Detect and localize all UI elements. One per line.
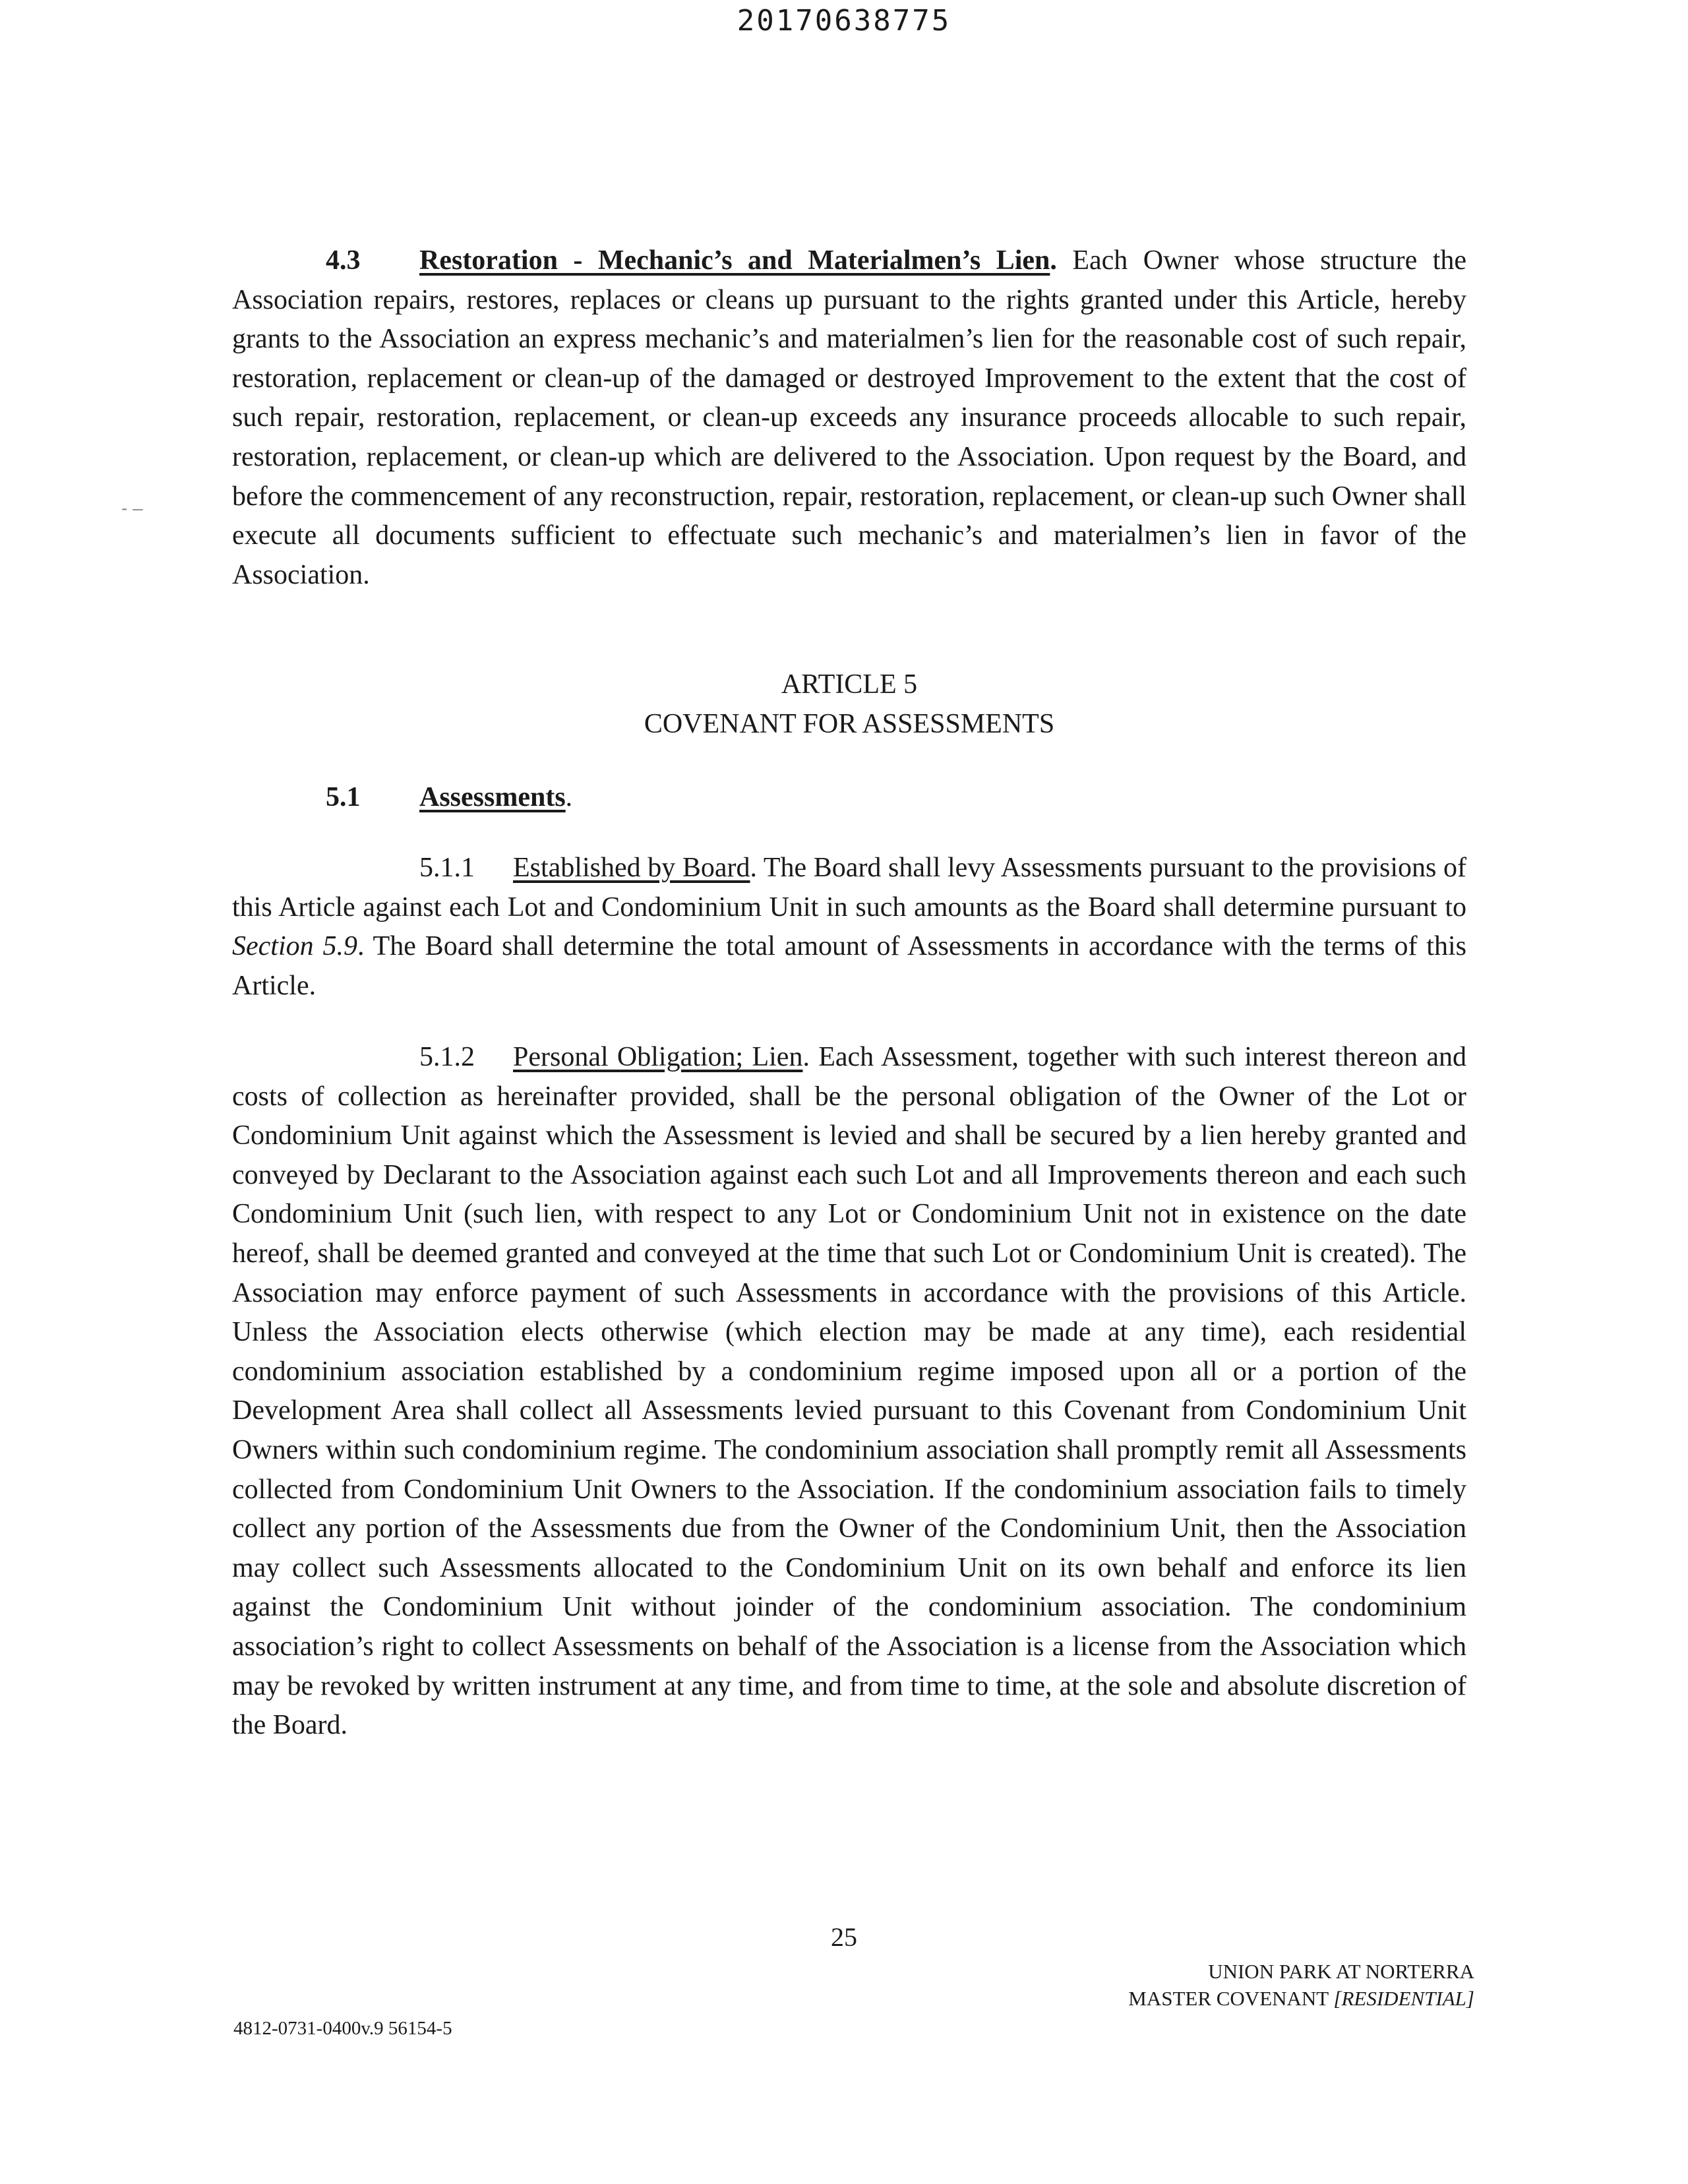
section-5-1-1: 5.1.1 Established by Board. The Board shall levy Assessments pursuant to the provisions of this Article against each Lot and Condominium Unit in such amounts as the Board shall determine pursuant to Section 5.9. The Board shall determine the total amount of Assessments in accordance with the terms of this Article. [232, 849, 1466, 1006]
footer-project [1128, 1958, 1474, 2012]
article-heading [232, 665, 1466, 744]
section-4-3 [232, 241, 1466, 595]
subsection-heading: Personal Obligation; Lien [513, 1042, 803, 1072]
article-label: ARTICLE 5 [781, 669, 918, 700]
subsection-text: Each Assessment, together with such interest thereon and costs of collection as hereinafter provided, shall be the personal obligation of the Owner of the Lot or Condominium Unit against which the Assessment is levied and shall be secured by a lien hereby granted and conveyed by Declarant to the Association against each such Lot and all Improvements thereon and each such Condominium Unit (such lien, with respect to any Lot or Condominium Unit not in existence on the date hereof, shall be deemed granted and conveyed at the time that such Lot or Condominium Unit is created). The Association may enforce payment of such Assessments in accordance with the provisions of this Article. Unless the Association elects otherwise (which election may be made at any time), each residential condominium association established by a condominium regime imposed upon all or a portion of the Development Area shall collect all Assessments levied pursuant to this Covenant from Condominium Unit Owners within such condominium regime. The condominium association shall promptly remit all Assessments collected from Condominium Unit Owners to the Association. If the condominium association fails to timely collect any portion of the Assessments due from the Owner of the Condominium Unit, then the Association may collect such Assessments allocated to the Condominium Unit on its own behalf and enforce its lien against the Condominium Unit without joinder of the condominium association. The condominium association’s right to collect Assessments on behalf of the Association is a license from the Association which may be revoked by written instrument at any time, and from time to time, at the sole and absolute discretion of the Board. [232, 1042, 1466, 1741]
article-title: COVENANT FOR ASSESSMENTS [644, 708, 1055, 739]
section-number: 4.3 [326, 245, 361, 276]
subsection-text-before: The Board shall levy Assessments pursuant to the provisions of this Article against each Lot and Condominium Unit in such amounts as the Board shall determine pursuant to [232, 853, 1466, 923]
subsection-number: 5.1.1 [419, 853, 475, 883]
recording-number: 20170638775 [737, 4, 951, 38]
footer-doc-id: 4812-0731-0400v.9 56154-5 [233, 2018, 452, 2039]
subsection-text-after: The Board shall determine the total amount of Assessments in accordance with the terms of this Article. [232, 931, 1466, 1001]
page-number: 25 [831, 1922, 857, 1952]
section-number: 5.1 [326, 782, 361, 812]
section-heading: Assessments [419, 782, 566, 812]
section-5-1-2: 5.1.2 Personal Obligation; Lien. Each Assessment, together with such interest thereon and costs of collection as hereinafter provided, shall be the personal obligation of the Owner of the Lot or Condominium Unit against which the Assessment is levied and shall be secured by a lien hereby granted and conveyed by Declarant to the Association against each such Lot and all Improvements thereon and each such Condominium Unit (such lien, with respect to any Lot or Condominium Unit not in existence on the date hereof, shall be deemed granted and conveyed at the time that such Lot or Condominium Unit is created). The Association may enforce payment of such Assessments in accordance with the provisions of this Article. Unless the Association elects otherwise (which election may be made at any time), each residential condominium association established by a condominium regime imposed upon all or a portion of the Development Area shall collect all Assessments levied pursuant to this Covenant from Condominium Unit Owners within such condominium regime. The condominium association shall promptly remit all Assessments collected from Condominium Unit Owners to the Association. If the condominium association fails to timely collect any portion of the Assessments due from the Owner of the Condominium Unit, then the Association may collect such Assessments allocated to the Condominium Unit on its own behalf and enforce its lien against the Condominium Unit without joinder of the condominium association. The condominium association’s right to collect Assessments on behalf of the Association is a license from the Association which may be revoked by written instrument at any time, and from time to time, at the sole and absolute discretion of the Board. [232, 1038, 1466, 1745]
footer-project-line1: UNION PARK AT NORTERRA [1208, 1960, 1474, 1983]
section-reference: Section 5.9 [232, 931, 357, 962]
section-4-3-paragraph: 4.3 Restoration - Mechanic’s and Materialmen’s Lien. Each Owner whose structure the Association repairs, restores, replaces or cleans up pursuant to the rights granted under this Article, hereby grants to the Association an express mechanic’s and materialmen’s lien for the reasonable cost of such repair, restoration, replacement or clean-up of the damaged or destroyed Improvement to the extent that the cost of such repair, restoration, replacement, or clean-up exceeds any insurance proceeds allocable to such repair, restoration, replacement, or clean-up which are delivered to the Association. Upon request by the Board, and before the commencement of any reconstruction, repair, restoration, replacement, or clean-up such Owner shall execute all documents sufficient to effectuate such mechanic’s and materialmen’s lien in favor of the Association. [232, 241, 1466, 595]
section-5-1: 5.1 Assessments. [232, 778, 1466, 818]
footer-project-line2: MASTER COVENANT [RESIDENTIAL] [1128, 1987, 1474, 2010]
section-heading: Restoration - Mechanic’s and Materialmen’s Lien [419, 245, 1050, 276]
subsection-number: 5.1.2 [419, 1042, 475, 1072]
subsection-heading: Established by Board [513, 853, 750, 883]
section-text: Each Owner whose structure the Association repairs, restores, replaces or cleans up pursuant to the rights granted under this Article, hereby grants to the Association an express mechanic’s and materialmen’s lien for the reasonable cost of such repair, restoration, replacement or clean-up of the damaged or destroyed Improvement to the extent that the cost of such repair, restoration, replacement, or clean-up exceeds any insurance proceeds allocable to such repair, restoration, replacement, or clean-up which are delivered to the Association. Upon request by the Board, and before the commencement of any reconstruction, repair, restoration, replacement, or clean-up such Owner shall execute all documents sufficient to effectuate such mechanic’s and materialmen’s lien in favor of the Association. [232, 245, 1467, 590]
margin-mark: - – [121, 498, 143, 518]
